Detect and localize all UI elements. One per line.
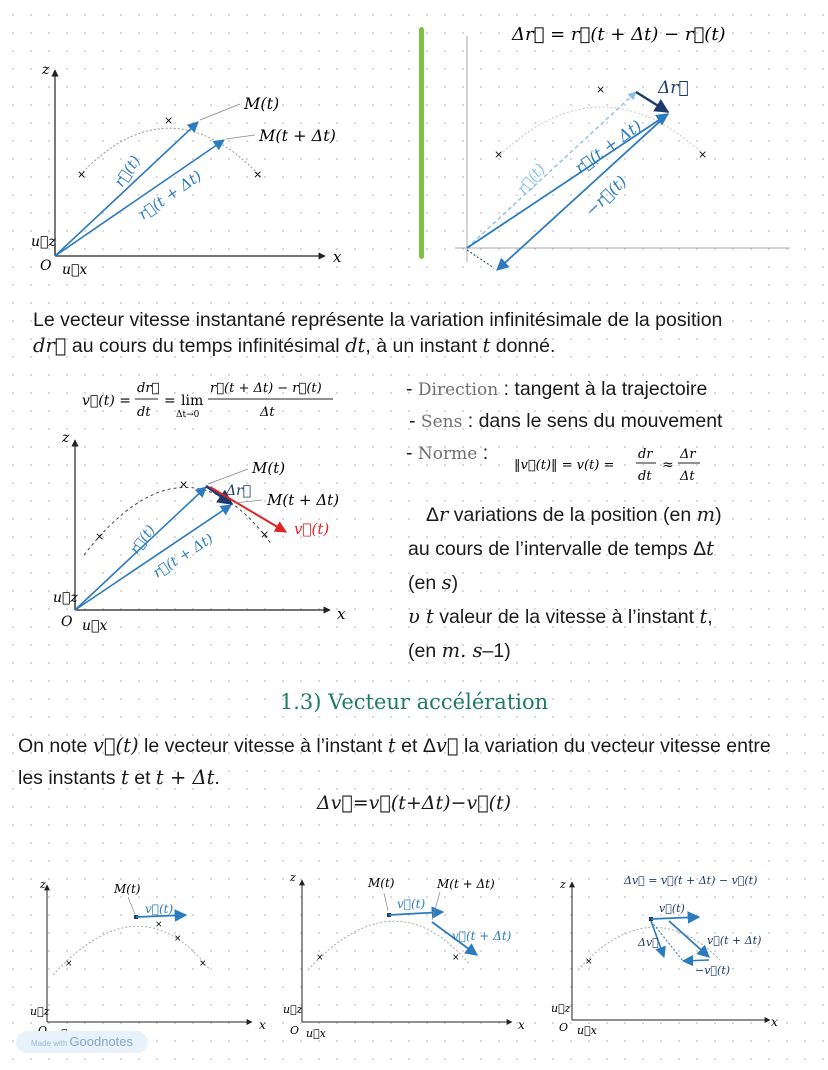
- point-Mtdt-label: M(t + Δt): [267, 491, 340, 509]
- acceleration-paragraph: [18, 730, 818, 794]
- term-direction: Direction: [417, 380, 499, 400]
- vector-r-t-dt-label: r⃗(t + Δt): [571, 116, 646, 178]
- explanation-line: au cours de l’intervalle de temps Δt: [408, 537, 714, 560]
- cross-marker: ×: [596, 83, 606, 96]
- cross-marker: ×: [77, 168, 87, 181]
- vector-r-t-dt-label: r⃗(t + Δt): [150, 530, 217, 582]
- point-Mt-label: M(t): [252, 459, 286, 477]
- norme-Dr: Δr: [680, 447, 696, 462]
- cross-marker: ×: [260, 528, 270, 541]
- origin-label: O: [40, 258, 52, 274]
- point-Mt-label: M(t): [114, 882, 141, 896]
- velocity-formula: [78, 375, 348, 423]
- unit-z-label: u⃗z: [283, 1003, 303, 1016]
- vector-r-t-label: r⃗(t): [110, 152, 145, 191]
- formula-lim: lim: [181, 393, 204, 409]
- vector-minus-v-t-label: −v⃗(t): [695, 964, 731, 977]
- cross-marker: ×: [253, 168, 263, 181]
- vector-r-t-dashed: [467, 92, 636, 248]
- delta-r-formula: Δr⃗ = r⃗(t + Δt) − r⃗(t): [512, 24, 726, 45]
- unit-z-label: u⃗z: [53, 590, 78, 606]
- axis-z-label: z: [40, 878, 46, 891]
- term-sens: Sens: [420, 412, 463, 432]
- label-leader: [432, 892, 440, 920]
- property-sens: - Sens : dans le sens du mouvement: [409, 410, 723, 432]
- vector-v-t: [651, 917, 699, 919]
- unit-x-label: u⃗x: [82, 618, 108, 634]
- origin-label: O: [61, 614, 73, 630]
- cross-marker: ×: [174, 934, 182, 944]
- formula-numerator: r⃗(t + Δt) − r⃗(t): [210, 381, 322, 396]
- vector-r-t-dt: [55, 140, 224, 256]
- origin-label: O: [559, 1021, 569, 1034]
- paragraph-line: Le vecteur vitesse instantané représente la variation infinitésimale de la position: [33, 309, 723, 331]
- formula-lhs: v⃗(t) =: [82, 393, 132, 409]
- cross-marker: ×: [95, 530, 105, 543]
- vector-v-t-label: v⃗(t): [294, 520, 330, 538]
- cross-marker: ×: [452, 953, 460, 963]
- made-with-badge: Made with Goodnotes: [16, 1031, 148, 1053]
- unit-z-label: u⃗z: [30, 1005, 50, 1018]
- explanation-line: υ t valeur de la vitesse à l’instant t,: [408, 605, 713, 628]
- norme-lhs: ‖v⃗(t)‖ = v(t) =: [514, 458, 615, 473]
- unit-x-label: u⃗x: [306, 1027, 326, 1040]
- acceleration-diagram-a: [20, 870, 275, 1045]
- cross-marker: ×: [698, 148, 708, 161]
- dr-symbol: dr⃗: [33, 334, 67, 357]
- formula-eq: =: [164, 393, 176, 409]
- norme-formula: [510, 443, 710, 489]
- axis-x-label: x: [259, 1018, 266, 1032]
- delta-r-label: Δr⃗: [658, 78, 689, 98]
- label-leader: [234, 500, 262, 503]
- separator-bar: [419, 27, 424, 259]
- vector-r-t-dt-label: r⃗(t + Δt): [134, 166, 205, 224]
- unit-x-label: u⃗x: [577, 1024, 597, 1037]
- point-Mtdt-label: M(t + Δt): [259, 126, 336, 145]
- velocity-vector-diagram: [20, 425, 360, 640]
- cross-marker: ×: [199, 959, 207, 969]
- cross-marker: ×: [164, 114, 174, 127]
- delta-r-diagram: [440, 15, 820, 285]
- trajectory: [80, 128, 262, 178]
- closing-dashed: [467, 250, 494, 268]
- point-Mtdt-label: M(t + Δt): [437, 877, 495, 891]
- label-leader: [384, 893, 388, 911]
- cross-marker: ×: [179, 478, 189, 491]
- axis-z-label: z: [290, 871, 296, 884]
- delta-r-label: Δr⃗: [226, 483, 252, 499]
- vector-v-t-dt-label: v⃗(t + Δt): [707, 934, 762, 947]
- vector-v-t-label: v⃗(t): [397, 897, 426, 911]
- section-heading: 1.3) Vecteur accélération: [279, 690, 549, 714]
- term-norme: Norme: [417, 444, 478, 464]
- brand-name: Goodnotes: [69, 1034, 134, 1049]
- velocity-definition-paragraph: [33, 308, 803, 359]
- property-direction: - Direction : tangent à la trajectoire: [406, 378, 708, 400]
- vector-v-t-label: v⃗(t): [659, 902, 685, 915]
- delta-v-formula-small: Δv⃗ = v⃗(t + Δt) − v⃗(t): [624, 874, 758, 887]
- label-leader: [200, 104, 240, 120]
- label-leader: [208, 469, 248, 484]
- vector-delta-v-label: Δv⃗: [638, 936, 659, 949]
- vector-v-t-dt: [669, 921, 709, 957]
- cross-marker: ×: [65, 959, 73, 969]
- unit-z-label: u⃗z: [551, 1002, 571, 1015]
- vector-minus-v-t: [683, 960, 709, 961]
- axis-x-label: x: [518, 1018, 525, 1032]
- vector-v-t-label: v⃗(t): [145, 902, 174, 916]
- unit-x-label: u⃗x: [62, 262, 88, 278]
- cross-marker: ×: [494, 148, 504, 161]
- axis-z-label: z: [42, 62, 50, 78]
- norme-Dt: Δt: [680, 469, 695, 484]
- formula-denominator: Δt: [260, 405, 275, 420]
- point-Mt-label: M(t): [368, 876, 395, 890]
- explanation-line: (en m. s–1): [408, 639, 511, 662]
- vector-r-t-label: r⃗(t): [513, 160, 549, 198]
- label-leader: [128, 897, 135, 914]
- origin-label: O: [290, 1024, 300, 1037]
- delta-v-formula: Δv⃗=v⃗(t+Δt)−v⃗(t): [316, 792, 512, 814]
- axis-z-label: z: [62, 430, 70, 446]
- vector-v-t: [389, 912, 443, 915]
- trajectory: [308, 921, 470, 970]
- paragraph-line: On note v⃗(t) le vecteur vitesse à l’instant t et Δv⃗ la variation du vecteur vitesse entre: [18, 734, 771, 757]
- vector-minus-r-t-label: −r⃗(t): [581, 171, 631, 220]
- cross-marker: ×: [316, 953, 324, 963]
- cross-marker: ×: [155, 920, 163, 930]
- acceleration-diagram-b: [275, 865, 545, 1045]
- explanation-line: (en s): [408, 571, 459, 594]
- paragraph-line: les instants t et t + Δt.: [18, 766, 220, 789]
- property-norme: - Norme :: [406, 442, 489, 464]
- axis-x-label: x: [771, 1015, 778, 1029]
- formula-dt: dt: [137, 405, 151, 420]
- label-leader: [226, 135, 255, 139]
- vector-r-t-label: r⃗(t): [127, 522, 159, 558]
- unit-z-label: u⃗z: [31, 234, 56, 250]
- formula-dr: dr⃗: [137, 381, 160, 396]
- norme-approx: ≈: [662, 457, 674, 473]
- axis-z-label: z: [560, 878, 566, 891]
- point-Mt-label: M(t): [244, 94, 280, 113]
- axis-x-label: x: [337, 605, 346, 623]
- explanation-line: Δr variations de la position (en m): [426, 503, 722, 526]
- trajectory: [53, 926, 210, 975]
- norme-dt: dt: [638, 469, 652, 484]
- formula-lim-sub: Δt→0: [176, 410, 200, 420]
- vector-v-t-dt-label: v⃗(t + Δt): [452, 929, 512, 943]
- norme-dr: dr: [638, 447, 653, 462]
- paragraph-line: dr⃗ au cours du temps infinitésimal dt, à un instant t donné.: [33, 334, 556, 357]
- acceleration-diagram-c: [545, 865, 795, 1045]
- delta-r-explanation: [408, 498, 818, 668]
- cross-marker: ×: [585, 957, 593, 967]
- axis-x-label: x: [333, 248, 342, 266]
- position-vectors-diagram: [0, 55, 360, 285]
- vector-r-t-dt: [75, 505, 231, 610]
